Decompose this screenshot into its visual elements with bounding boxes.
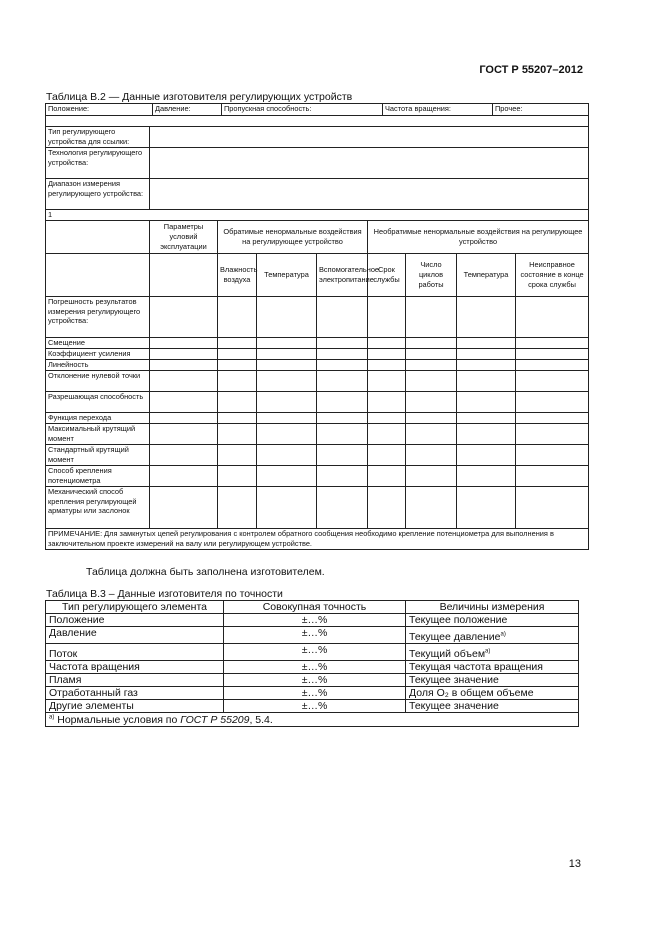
b3-measure-cell [406,627,579,644]
b3-measure-cell [406,644,579,661]
b3-measure: Текущее давление [409,631,501,644]
sub-header-aux-power: Вспомогательное электропитание [317,253,368,296]
table-b3-header-accuracy: Совокупная точность [224,601,406,614]
table-b3 [45,600,579,727]
b3-accuracy: ±…% [224,614,406,627]
col-header-reversible: Обратимые ненормальные воздействия на регулирующее устройство [218,220,368,253]
row-label-type-ref: Тип регулирующего устройства для ссылки: [46,127,150,148]
footnote-text: Нормальные условия по [54,713,181,726]
sub-header-fault-state: Неисправное состояние в конце срока службы [516,253,589,296]
b3-measure: Текущее положение [406,614,579,627]
table-b2-note: ПРИМЕЧАНИЕ: Для замкнутых цепей регулирования с контролем обратного сообщения необходимо крепление потенциометра для выполнения в заключительном проекте измерений на валу или регулирующем устройстве. [46,528,589,549]
col-header-params: Параметры условий эксплуатации [150,220,218,253]
fill-instruction: Таблица должна быть заполнена изготовителем. [86,566,325,578]
top-cell-position: Положение: [46,104,153,115]
top-cell-pressure: Давление: [153,104,222,115]
top-cell-other: Прочее: [495,104,523,113]
sub-header-humidity: Влажность воздуха [218,253,257,296]
b3-measure: Доля O₂ в общем объеме [406,687,579,700]
footnote-tail: , 5.4. [249,713,273,726]
b3-measure: Текущее значение [406,700,579,713]
table-row-label: Способ крепления потенциометра [46,465,150,486]
table-row [46,627,579,644]
top-cell-flow: Пропускная способность: [222,104,383,115]
top-cell-speed: Частота вращения: [383,104,493,115]
table-row [46,700,579,713]
b3-type: Отработанный газ [46,687,224,700]
table-row-label: Коэффициент усиления [46,348,150,359]
b3-accuracy: ±…% [224,644,406,661]
b3-measure: Текущее значение [406,674,579,687]
table-row [46,614,579,627]
b3-type: Положение [46,614,224,627]
b3-accuracy: ±…% [224,687,406,700]
b3-type: Поток [46,644,224,661]
row-label-technology: Технология регулирующего устройства: [46,148,150,179]
table-row-label: Смещение [46,337,150,348]
sub-header-service-life: Срок службы [368,253,406,296]
table-row [46,687,579,700]
b3-accuracy: ±…% [224,700,406,713]
sub-header-temperature-2: Температура [457,253,516,296]
row-number-one: 1 [46,210,589,221]
b3-accuracy: ±…% [224,674,406,687]
footnote-marker: a) [49,714,55,721]
b3-type: Давление [46,627,224,644]
table-row-label: Погрешность результатов измерения регулирующего устройства: [46,296,150,337]
footnote-reference: ГОСТ Р 55209 [180,713,250,726]
row-label-range: Диапазон измерения регулирующего устройства: [46,179,150,210]
sub-header-cycles: Число циклов работы [406,253,457,296]
table-row-label: Отклонение нулевой точки [46,370,150,391]
table-b3-caption: Таблица В.3 – Данные изготовителя по точности [46,588,283,600]
table-row-label: Линейность [46,359,150,370]
table-row-label: Стандартный крутящий момент [46,444,150,465]
sub-header-temperature: Температура [257,253,317,296]
table-row-label: Разрешающая способность [46,391,150,412]
table-b2-caption: Таблица В.2 — Данные изготовителя регулирующих устройств [46,91,353,103]
page-number: 13 [568,858,581,870]
table-row-label: Функция перехода [46,412,150,423]
table-row-label: Механический способ крепления регулирующей арматуры или заслонок [46,486,150,528]
footnote-marker: a) [485,648,491,655]
document-header: ГОСТ Р 55207–2012 [479,64,583,76]
b3-accuracy: ±…% [224,661,406,674]
b3-type: Частота вращения [46,661,224,674]
table-b3-header-type: Тип регулирующего элемента [46,601,224,614]
b3-type: Другие элементы [46,700,224,713]
col-header-irreversible: Необратимые ненормальные воздействия на регулирующее устройство [368,220,589,253]
b3-measure: Текущий объем [409,648,486,661]
table-row [46,644,579,661]
footnote-marker: a) [500,631,506,638]
b3-type: Пламя [46,674,224,687]
table-row-label: Максимальный крутящий момент [46,423,150,444]
b3-accuracy: ±…% [224,627,406,644]
table-b3-footnote [46,713,579,727]
table-b2 [45,103,589,550]
table-row [46,674,579,687]
table-b3-header-measure: Величины измерения [406,601,579,614]
b3-measure: Текущая частота вращения [406,661,579,674]
table-row [46,661,579,674]
